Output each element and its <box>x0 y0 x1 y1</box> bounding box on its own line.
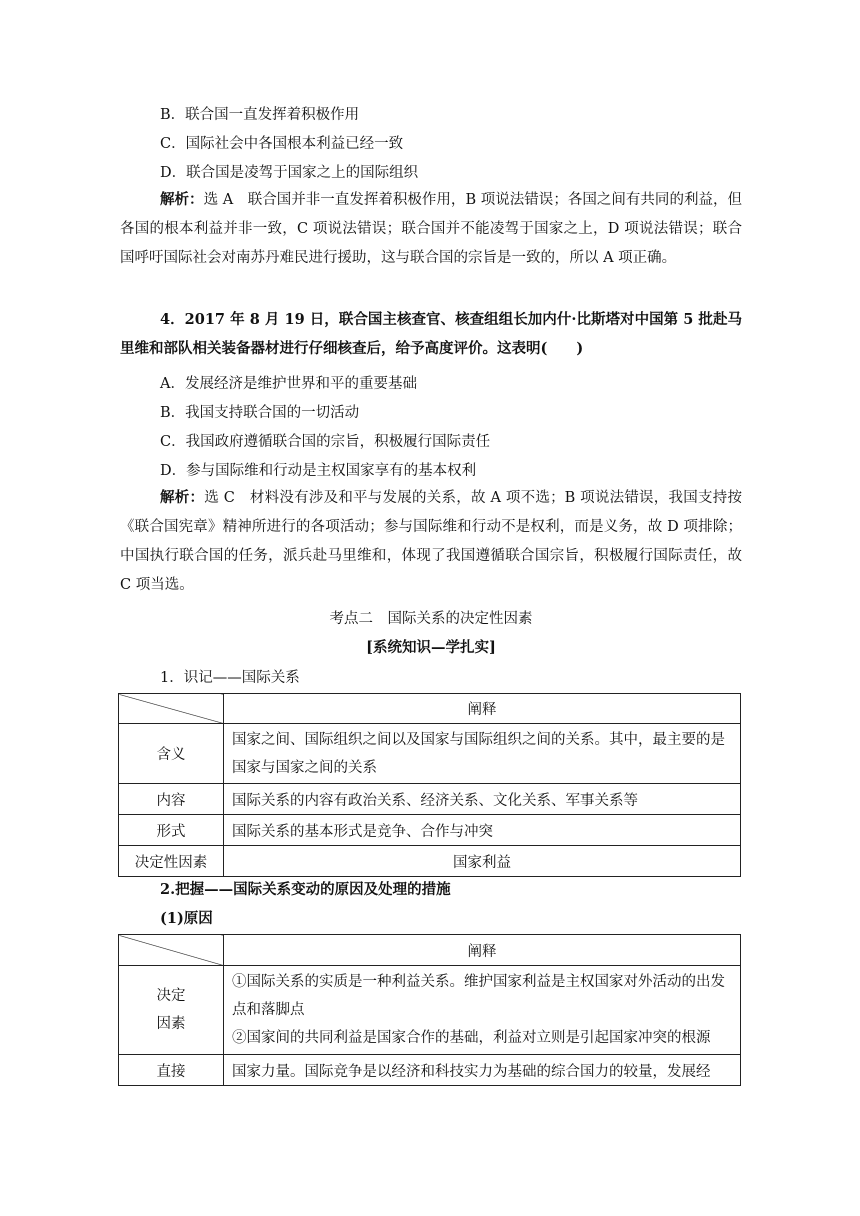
table-header-cell: 阐释 <box>224 935 741 966</box>
q4-option-d: D．参与国际维和行动是主权国家享有的基本权利 <box>160 463 477 479</box>
q3-option-c: C．国际社会中各国根本利益已经一致 <box>160 136 404 152</box>
q4-option-a: A．发展经济是维护世界和平的重要基础 <box>160 376 417 392</box>
q4-option-c: C．我国政府遵循联合国的宗旨，积极履行国际责任 <box>160 434 491 450</box>
row-label: 内容 <box>119 784 224 815</box>
table-row <box>119 784 741 815</box>
q4-option-b: B．我国支持联合国的一切活动 <box>160 405 360 421</box>
row-text: 国家力量。国际竞争是以经济和科技实力为基础的综合国力的较量，发展经 <box>224 1055 741 1086</box>
diagonal-cell <box>119 694 224 724</box>
q3-analysis-text: 选 A 联合国并非一直发挥着积极作用，B 项说法错误；各国之间有共同的利益，但各国的根本利益并非一致，C 项说法错误；联合国并不能凌驾于国家之上，D 项说法错误；联合国呼吁国际社会对南苏丹难民进行援助，这与联合国的宗旨是一致的，所以 A 项正确。 <box>120 192 743 266</box>
q3-analysis-label: 解析： <box>160 191 204 208</box>
row-text: 国家之间、国际组织之间以及国家与国际组织之间的关系。其中，最主要的是国家与国家之间的关系 <box>224 724 741 784</box>
table-row <box>119 1055 741 1086</box>
q4-analysis-label: 解析： <box>160 489 205 506</box>
table-header-row <box>119 694 741 724</box>
table-row <box>119 846 741 877</box>
q3-option-d: D．联合国是凌驾于国家之上的国际组织 <box>160 165 419 181</box>
table-header-cell: 阐释 <box>224 694 741 724</box>
causes-table <box>118 934 741 1086</box>
row-text-paragraph: ②国家间的共同利益是国家合作的基础，利益对立则是引起国家冲突的根源 <box>232 1030 711 1046</box>
q4-analysis <box>120 483 742 600</box>
q3-analysis <box>120 185 742 273</box>
row-label: 含义 <box>119 724 224 784</box>
row-label: 形式 <box>119 815 224 846</box>
table-row <box>119 966 741 1055</box>
table-row <box>119 815 741 846</box>
subsection-heading: [系统知识—学扎实] <box>366 639 496 656</box>
row-text: 国际关系的基本形式是竞争、合作与冲突 <box>224 815 741 846</box>
row-label: 直接 <box>119 1055 224 1086</box>
row-text: 国际关系的内容有政治关系、经济关系、文化关系、军事关系等 <box>224 784 741 815</box>
q4-analysis-text: 选 C 材料没有涉及和平与发展的关系，故 A 项不选；B 项说法错误，我国支持按《联合国宪章》精神所进行的各项活动；参与国际维和行动不是权利，而是义务，故 D 项排除；中国执行联合国的任务，派兵赴马里维和，体现了我国遵循联合国宗旨，积极履行国际责任，故 C 项当选。 <box>120 490 742 593</box>
item2-title: 2.把握——国际关系变动的原因及处理的措施 <box>160 881 451 898</box>
item2-subtitle: (1)原因 <box>160 910 213 927</box>
row-text <box>224 966 741 1055</box>
row-label: 决定性因素 <box>119 846 224 877</box>
table-row <box>119 724 741 784</box>
item1-title: 1．识记——国际关系 <box>160 670 300 686</box>
row-label-line: 因素 <box>156 1016 186 1032</box>
diagonal-cell <box>119 935 224 966</box>
q3-option-b: B．联合国一直发挥着积极作用 <box>160 107 360 123</box>
row-label <box>119 966 224 1055</box>
table-header-row <box>119 935 741 966</box>
row-label-line: 决定 <box>156 988 186 1004</box>
section-title: 考点二 国际关系的决定性因素 <box>329 611 533 627</box>
row-text-paragraph: ①国际关系的实质是一种利益关系。维护国家利益是主权国家对外活动的出发点和落脚点 <box>232 974 725 1018</box>
international-relations-table <box>118 693 741 877</box>
q4-stem: 4．2017 年 8 月 19 日，联合国主核查官、核查组组长加内什·比斯塔对中国第 5 批赴马里维和部队相关装备器材进行仔细核查后，给予高度评价。这表明( ) <box>120 311 742 357</box>
row-text: 国家利益 <box>224 846 741 877</box>
